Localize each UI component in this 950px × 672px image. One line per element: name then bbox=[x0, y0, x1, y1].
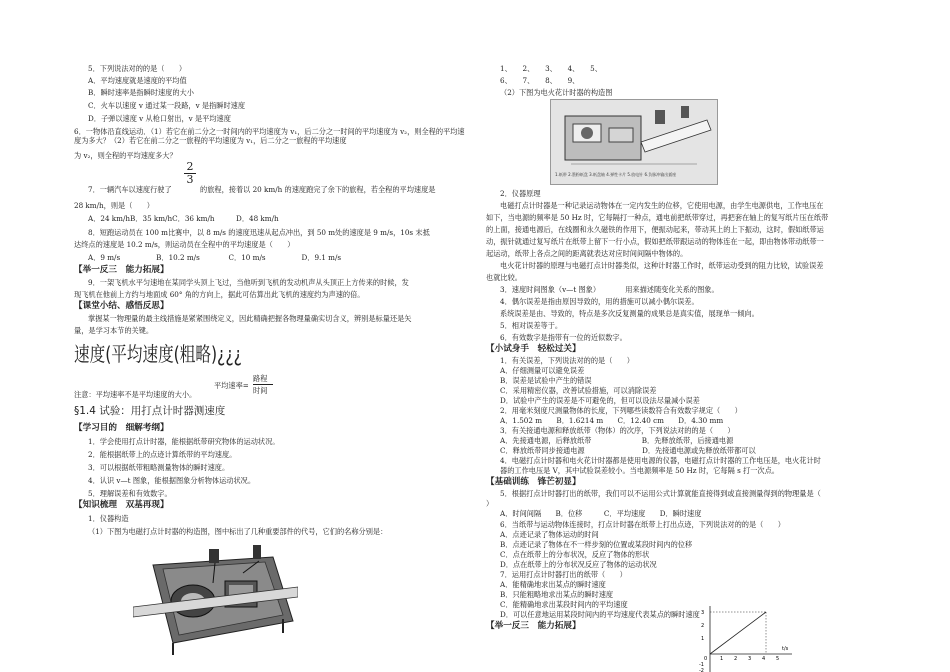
t3-stem: 3．有关接通电源和释放纸带（物体）的次序，下列说法对的的是（ ） bbox=[500, 426, 735, 435]
spark-line1: 电火花计时器的原理与电磁打点计时器类似，这种计时器工作时，纸带运动受到的阻力比较，试验误差 bbox=[500, 261, 824, 270]
graph-x-tick-3: 3 bbox=[748, 656, 752, 662]
heading-try: 【小试身手 轻松过关】 bbox=[486, 344, 581, 354]
point-4: 4．偶尔误差是指由原因导致的，用的措施可以减小偶尔误差。 bbox=[500, 297, 699, 306]
principle-line3: 的上面，接通电源后，在线圈和永久磁铁的作用下，便振动起来，带动其上的上下振动，这时，假如纸带运 bbox=[486, 225, 824, 234]
goal-1: 1．学会使用打点计时器，能根据纸带研究物体的运动状况。 bbox=[88, 437, 280, 446]
point-4b: 系统误差是由、导致的，特点是多次反复测量的成果总是真实值，展现单一倾向。 bbox=[500, 309, 759, 318]
note-text: 注意：平均速率不是平均速度的大小。 bbox=[74, 390, 197, 399]
heading-goal: 【学习目的 细解考纲】 bbox=[74, 423, 169, 433]
spark-figure-caption: 1.纸带 2.墨粉纸盘 3.纸盘轴 4.弹性卡片 5.放电针 6.负脉冲输出插座 bbox=[555, 172, 677, 177]
spark-timer-figure bbox=[550, 99, 718, 185]
knowledge-3: （2）下图为电火花计时器的构造图 bbox=[500, 88, 613, 97]
b7-d: D．可以任意地运用某段时间内的平均速度代表某点的瞬时速度 bbox=[500, 610, 700, 619]
summary-line1: 掌握某一物理量的最主线措施是紧紧围绕定义，因此精确把握各物理量确实切含义，辨别是标量还是矢 bbox=[88, 314, 412, 323]
summary-line2: 量，是学习本节的关键。 bbox=[74, 326, 154, 335]
q5-option-d: D．子弹以速度 v 从枪口射出，v 是平均速度 bbox=[88, 114, 231, 123]
q7-line2: 28 km/h，则是（ ） bbox=[74, 201, 154, 210]
q6-text-end: 为 v₂，则全程的平均速度多大？ bbox=[74, 151, 177, 160]
q5-option-a: A．平均速度就是速度的平均值 bbox=[88, 76, 187, 85]
q5-option-c: C．火车以速度 v 通过某一段路，v 是指瞬时速度 bbox=[88, 101, 246, 110]
goal-3: 3．可以根据纸带粗略测量物体的瞬时速度。 bbox=[88, 463, 230, 472]
graph-origin-label: 0 bbox=[704, 656, 708, 662]
point-5: 5．相对误差等于。 bbox=[500, 321, 563, 330]
b6-a: A．点迹记录了物体运动的时间 bbox=[500, 530, 599, 539]
graph-y-tick-neg1: -1 bbox=[699, 662, 704, 668]
q9-line2: 现飞机在他前上方约与地面成 60° 角的方向上，据此可估算出此飞机的速度约为声速的倍。 bbox=[74, 290, 365, 299]
b5-stem: 5．根据打点计时器打出的纸带，我们可以不运用公式计算就能直接得到或直接测量得到的物理量是（ bbox=[500, 489, 821, 498]
heading-extend: 【举一反三 能力拓展】 bbox=[74, 265, 169, 275]
goal-4: 4．认识 v—t 图象，能根据图象分析物体运动状况。 bbox=[88, 476, 256, 485]
t3-row1: A．先接通电源，后释放纸带 B．先释放纸带，后接通电源 bbox=[500, 436, 734, 445]
q7-options: A．24 km/hB．35 km/hC．36 km/h D．48 km/h bbox=[88, 214, 279, 223]
q5-stem: 5．下列说法对的的是（ ） bbox=[88, 64, 187, 73]
t2-options: A．1.502 m B．1.6214 m C．12.40 cm D．4.30 mm bbox=[500, 416, 724, 425]
t1-b: B．误差是试验中产生的错误 bbox=[500, 376, 592, 385]
goal-5: 5．理解误差和有效数字。 bbox=[88, 489, 172, 498]
q6-text: 6．一物体沿直线运动．（1）若它在前二分之一时间内的平均速度为 v₁，后二分之一时间的平均速度为 v₂，则全程的平均速度为多大？（2）若它在前二分之一旅程的平均速度为 v₁，后二分之一旅程的平均速度 bbox=[74, 127, 465, 145]
b5-stem-end: ） bbox=[486, 499, 494, 508]
principle-line4: 动，振针就通过复写纸片在纸带上留下一行小点，假如把纸带跟运动的物体连在一起，即由物体带动纸带一 bbox=[486, 237, 824, 246]
t4-line2: 器的工作电压是 V，其中试验误差较小。当电源频率是 50 Hz 时，它每隔 s 打一次点。 bbox=[500, 466, 779, 475]
b6-stem: 6．当纸带与运动物体连接时，打点计时器在纸带上打出点迹，下列说法对的的是（ ） bbox=[500, 520, 785, 529]
t3-row2: C．释放纸带同步接通电源 D．先接通电源或先释放纸带都可以 bbox=[500, 446, 756, 455]
principle-line2: 如下，当电源的频率是 50 Hz 时，它每隔打一种点，通电前把纸带穿过，再把套在轴上的复写纸片压在纸带 bbox=[486, 213, 829, 222]
graph-y-tick-2: 2 bbox=[701, 623, 705, 629]
b7-a: A．能精确地求出某点的瞬时速度 bbox=[500, 580, 606, 589]
b6-d: D．点在纸带上的分布状况反应了物体的运动状况 bbox=[500, 560, 657, 569]
graph-y-tick-neg2: -2 bbox=[699, 668, 704, 672]
heading-knowledge: 【知识梳理 双基再现】 bbox=[74, 500, 169, 510]
q8-line2: 达终点的速度是 10.2 m/s，则运动员在全程中的平均速度是（ ） bbox=[74, 240, 295, 249]
heading-summary: 【课堂小结、感悟反思】 bbox=[74, 301, 169, 311]
principle-line5: 起运动，纸带上各点之间的距离就表达对应时间间隔中物体的。 bbox=[486, 249, 688, 258]
section-title: §1.4 试验：用打点计时器测速度 bbox=[74, 405, 226, 417]
b6-b: B．点迹记录了物体在不一样步刻的位置或某段时间内的位移 bbox=[500, 540, 693, 549]
point-6: 6．有效数字是指带有一位的近似数字。 bbox=[500, 333, 627, 342]
t1-d: D．试验中产生的误差是不可避免的，但可以设法尽量减小误差 bbox=[500, 396, 700, 405]
principle-line1: 电磁打点计时器是一种记录运动物体在一定内发生的位移，它使用电源，由学生电源供电，工作电压在 bbox=[500, 201, 824, 210]
goal-2: 2．能根据纸带上的点迹计算纸带的平均速度。 bbox=[88, 450, 237, 459]
b7-b: B．只能粗略地求出某点的瞬时速度 bbox=[500, 590, 614, 599]
electromagnetic-timer-figure bbox=[133, 543, 298, 659]
t1-a: A．仔细测量可以避免误差 bbox=[500, 366, 585, 375]
q8-options: A．9 m/s B．10.2 m/s C．10 m/s D．9.1 m/s bbox=[88, 253, 342, 262]
formula-denominator: 时间 bbox=[253, 386, 268, 395]
fraction-denominator: 3 bbox=[186, 173, 194, 186]
graph-y-tick-3: 3 bbox=[701, 610, 705, 616]
b7-c: C．能精确地求出某段时间内的平均速度 bbox=[500, 600, 628, 609]
b7-stem: 7．运用打点计时器打出的纸带（ ） bbox=[500, 570, 627, 579]
blanks-row-1: 1、 2、 3、 4、 5、 bbox=[500, 64, 602, 73]
b5-options: A．时间间隔 B．位移 C．平均速度 D．瞬时速度 bbox=[500, 509, 702, 518]
handwritten-speed: 速度(平均速度(粗略)¿¿¿ bbox=[74, 342, 242, 366]
point-3: 3．速度时间图象（v—t 图象） 用来描述随变化关系的图象。 bbox=[500, 285, 719, 294]
q7-line1a: 7．一辆汽车以速度行驶了 bbox=[88, 185, 172, 194]
formula-fraction-bar bbox=[253, 384, 273, 385]
position-time-graph bbox=[696, 602, 796, 672]
t1-c: C．采用精密仪器，改善试验措施，可以消除误差 bbox=[500, 386, 657, 395]
knowledge-1: 1．仪器构造 bbox=[88, 514, 129, 523]
formula-numerator: 路程 bbox=[253, 374, 268, 383]
heading-basic: 【基础训练 锋芒初显】 bbox=[486, 477, 581, 487]
blanks-row-2: 6、 7、 8、 9、 bbox=[500, 76, 580, 85]
b6-c: C．点在纸带上的分布状况，反应了物体的形状 bbox=[500, 550, 650, 559]
graph-series-line bbox=[710, 612, 766, 654]
q8-line1: 8．短跑运动员在 100 m比赛中，以 8 m/s 的速度迅速从起点冲出，到 50 m处的速度是 9 m/s，10s 末抵 bbox=[88, 228, 430, 237]
spark-line2: 也就比较。 bbox=[486, 273, 522, 282]
q5-option-b: B．瞬时速率是指瞬时速度的大小 bbox=[88, 88, 194, 97]
fraction-numerator: 2 bbox=[186, 160, 194, 173]
graph-x-tick-4: 4 bbox=[762, 656, 766, 662]
t2-stem: 2．用毫米刻度尺测量物体的长度，下列哪些读数符合有效数字规定（ ） bbox=[500, 406, 742, 415]
t1-stem: 1．有关误差，下列说法对的的是（ ） bbox=[500, 356, 634, 365]
graph-x-tick-5: 5 bbox=[776, 656, 780, 662]
q9-line1: 9．一架飞机水平匀速地在某同学头顶上飞过，当他听到飞机的发动机声从头顶正上方传来的时候，发 bbox=[88, 278, 409, 287]
graph-x-unit: t/s bbox=[782, 646, 789, 652]
graph-x-tick-2: 2 bbox=[734, 656, 738, 662]
q7-line1b: 的旅程，接着以 20 km/h 的速度跑完了余下的旅程，若全程的平均速度是 bbox=[200, 185, 436, 194]
heading-extend-2: 【举一反三 能力拓展】 bbox=[486, 621, 581, 631]
formula-lhs: 平均速率= bbox=[214, 381, 249, 390]
t4-line1: 4．电磁打点计时器和电火花计时器都是使用电源的仪器，电磁打点计时器的工作电压是，电火花计时 bbox=[500, 456, 821, 465]
principle-title: 2．仪器原理 bbox=[500, 189, 541, 198]
graph-y-tick-1: 1 bbox=[701, 636, 705, 642]
knowledge-2: （1）下图为电磁打点计时器的构造图，图中标出了几种重要部件的代号，它们的名称分别是： bbox=[88, 527, 388, 536]
graph-x-tick-1: 1 bbox=[720, 656, 724, 662]
